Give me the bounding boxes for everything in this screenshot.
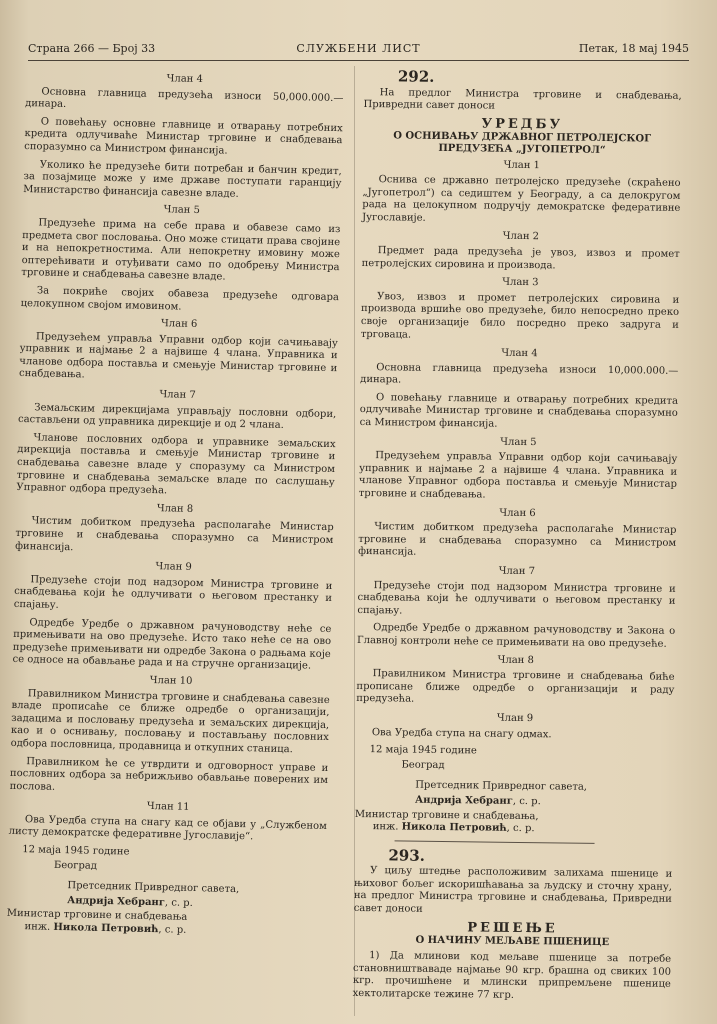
- minister-line: Министар трговине и снабдевања: [6, 908, 188, 924]
- paragraph: О повећању основне главнице и отварању потребних кредита одлучиваће Министар трговине и снабдевања споразумно са Министром финансија.: [24, 116, 343, 157]
- issue-date-line: 12 маја 1945 године: [22, 844, 130, 858]
- article-heading: Члан 11: [146, 801, 190, 814]
- paragraph: За покриће својих обавеза предузеће одговара целокупном својом имовином.: [20, 285, 339, 313]
- paragraph: Предузећем управља Управни одбор који сачињавају управник и најмање 2 а највише 4 члана. Управника и чланове Управног одбора поставља и смењује Министар трговине и снабдевања.: [358, 450, 678, 501]
- paragraph: Земаљским дирекцијама управљају пословни одбори, састављени од управника дирекције и од 2 члана.: [17, 401, 337, 432]
- decree-number: 292.: [397, 67, 435, 86]
- paragraph: Предмет рада предузећа је увоз, извоз и промет петролејских сировина и производа.: [361, 245, 680, 271]
- article-heading: Члан 7: [498, 565, 536, 578]
- paragraph: Чистим добитком предузећа располагаће Министар трговине и снабдевања споразумно са Министром финансија.: [358, 521, 677, 559]
- section-divider: [395, 840, 595, 843]
- paragraph: 1) Да млинови код мељаве пшенице за потребе становништваваде најмање 90 кгр. брашна од свиких 100 кгр. прочишћене и млински припремљене пшенице хектолитарске тежине 77 кгр.: [352, 950, 672, 1001]
- signature-line: Андрија Хебранг, с. р.: [66, 894, 193, 909]
- paragraph: На предлог Министра трговине и снабдевања, Привредни савет доноси: [363, 86, 682, 112]
- article-heading: Члан 6: [499, 507, 536, 519]
- paragraph: Основна главница предузећа износи 10,000.000.— динара.: [360, 361, 679, 386]
- paragraph: Основна главница предузећа износи 50,000.000.— динара.: [25, 85, 344, 111]
- article-heading: Члан 1: [503, 160, 541, 172]
- article-heading: Члан 4: [166, 73, 204, 86]
- signature-line: Андрија Хебранг, с. р.: [414, 794, 541, 808]
- publication-title: СЛУЖБЕНИ ЛИСТ: [296, 42, 421, 55]
- article-heading: Члан 5: [500, 436, 537, 448]
- paragraph: Правилником ће се утврдити и одговорност управе и пословних одбора за небрижљиво обављање поверених им послова.: [9, 755, 329, 793]
- article-heading: Члан 9: [155, 561, 192, 574]
- paragraph: Предузећем управља Управни одбор који сачињавају управник и најмање 2 а највише 4 члана. Управника и чланове одбора поставља и смењује Министар трговине и снабдевања.: [18, 330, 338, 381]
- page-number: Страна 266 — Број 33: [28, 42, 156, 55]
- paragraph: Уколико ће предузеће бити потребан и банчин кредит, за позајмице може у име државе поступати гаранцију Министарство финансија савезне владе.: [23, 158, 342, 200]
- paragraph: Оснива се државно петролејско предузеће (скраћено „Југопетрол“) са седиштем у Београду, а са делокругом рада на целокупном подручју демократске федеративне Југославије.: [362, 174, 681, 224]
- paragraph: О повећању главнице и отварању потребних кредита одлучиваће Министар трговине и снабдевања споразумно са Министром финансија.: [359, 392, 679, 430]
- article-heading: Члан 7: [159, 389, 196, 401]
- page-header: [28, 40, 689, 58]
- article-heading: Члан 4: [501, 347, 538, 360]
- decree-title: УРЕДБУ: [481, 116, 564, 133]
- paragraph: Предузеће стоји под надзором Министра трговине и снабдевања који ће одлучивати о његовом престанку и спајању.: [13, 574, 333, 611]
- issue-date-line: 12 маја 1945 године: [369, 744, 477, 757]
- minister-line: Министар трговине и снабдевања,: [354, 808, 539, 822]
- paragraph: Одредбе Уредбе о државном рачуноводству и Закона о Главној контроли неће се примењивати на ово предузеће.: [356, 622, 676, 650]
- issue-date: Петак, 18 мај 1945: [578, 42, 689, 55]
- paragraph: Правилником Министра трговине и снабдевања савезне владе прописаће се ближе одредбе о организацији, задацима и пословању предузећа и земаљских дирекција, као и о оснивању, пословању и постављању пословних одбора пословница, продавница и откупних станица.: [10, 687, 330, 756]
- article-heading: Члан 5: [163, 204, 201, 217]
- decree-number: 293.: [388, 846, 426, 865]
- article-heading: Члан 3: [502, 276, 539, 289]
- minister-signature: инж. Никола Петровић, с. р.: [372, 821, 535, 835]
- place-line: Београд: [401, 759, 445, 771]
- paragraph: Правилником Министра трговине и снабдевања биће прописане ближе одредбе о организацији и раду предузећа.: [356, 668, 675, 706]
- signature-line: Претседник Привредног савета,: [415, 779, 588, 794]
- paragraph: Предузеће стоји под надзором Министра трговине и снабдевања који ће одлучивати о његовом престанку и спајању.: [357, 579, 676, 617]
- decree-subject: О ОСНИВАЊУ ДРЖАВНОГ ПЕТРОЛЕЈСКОГ ПРЕДУЗЕЋА „ЈУГОПЕТРОЛ“: [393, 130, 652, 157]
- place-line: Београд: [53, 859, 98, 872]
- minister-signature: инж. Никола Петровић, с. р.: [24, 921, 187, 936]
- paragraph: Предузеће прима на себе права и обавезе само из предмета свог пословања. Оно може стицати права својине и на непокретностима. Али непокретну имовину може оптерећивати и отуђивати само по одобрењу Министра трговине и снабдевања савезне владе.: [21, 217, 341, 283]
- paragraph: Чланове пословних одбора и управнике земаљских дирекција поставља и смењује Министар трговине и снабдевања савезне владе у споразуму са Министром трговине и снабдевања земаљске владе по саслушању Управног одбора предузећа.: [16, 432, 336, 497]
- paragraph: Одредбе Уредбе о државном рачуноводству неће се примењивати на ово предузеће. Исто тако неће се на ово предузеће примењивати ни одредбе Закона о радњама које се односе на обављање рада и на стручне организације.: [12, 616, 332, 672]
- paragraph: Ова Уредба ступа на снагу кад се објави у „Службеном листу демократске федеративне Југославије“.: [8, 814, 327, 843]
- decree-subject: О НАЧИНУ МЕЉАВЕ ПШЕНИЦЕ: [415, 934, 610, 949]
- right-column: [353, 68, 682, 1009]
- article-heading: Члан 9: [496, 712, 534, 725]
- article-heading: Члан 8: [156, 502, 194, 515]
- left-column: [6, 68, 344, 947]
- article-heading: Члан 8: [497, 654, 534, 666]
- paragraph: У циљу штедње расположивим залихама пшенице и њиховог бољег искоришћавања за људску и сточну храну, на предлог Министра трговине и снабдевања, Привредни савет доноси: [353, 865, 673, 915]
- paragraph: Чистим добитком предузећа располагаће Министар трговине и снабдевања споразумно са Министром финансија.: [15, 515, 334, 553]
- paragraph: Увоз, извоз и промет петролејских сировина и производа вршиће ово предузеће, било непосредно преко своје организације било посредно преко задруга и трговаца.: [360, 290, 680, 341]
- header-rule: [28, 60, 689, 61]
- signature-line: Претседник Привредног савета,: [67, 880, 240, 896]
- decree-title: РЕШЕЊЕ: [467, 919, 558, 937]
- article-heading: Члан 2: [502, 231, 540, 243]
- article-heading: Члан 10: [149, 674, 193, 687]
- paragraph: Ова Уредба ступа на снагу одмах.: [371, 726, 552, 740]
- article-heading: Члан 6: [160, 318, 198, 331]
